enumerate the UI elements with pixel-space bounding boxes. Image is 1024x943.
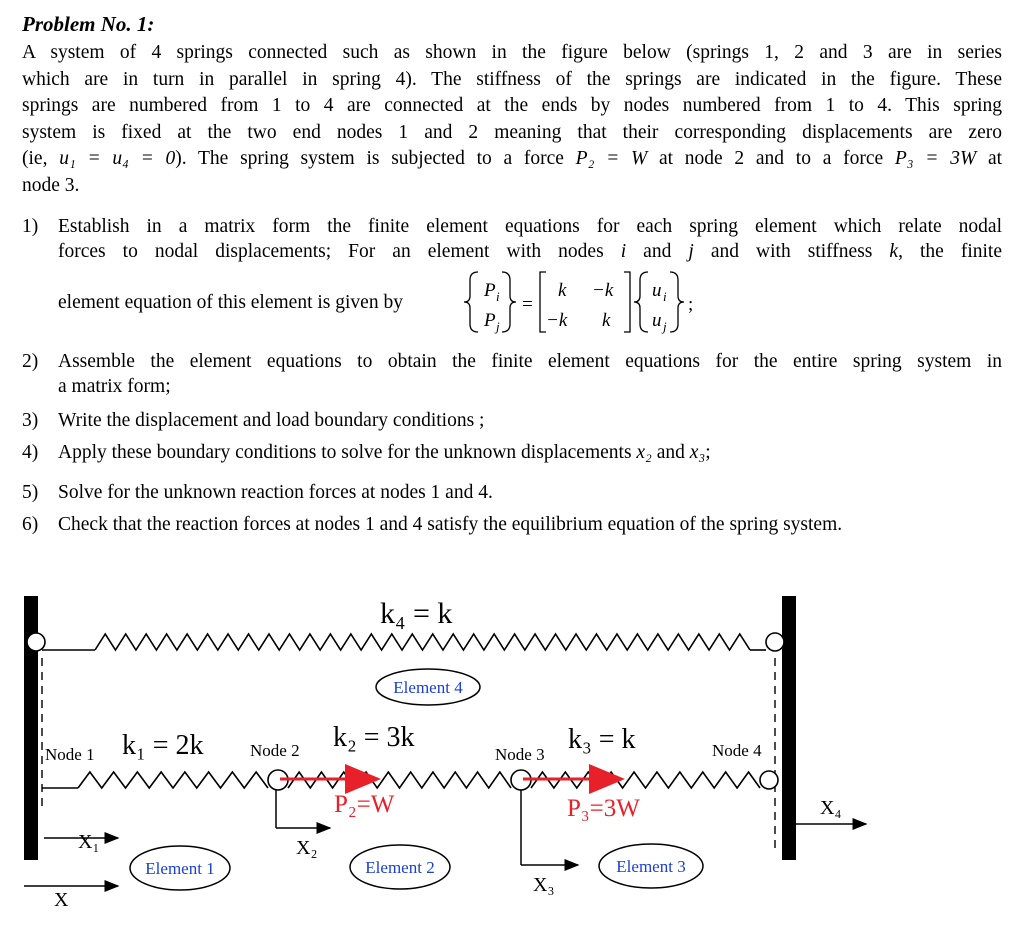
node1-label: Node 1: [45, 745, 95, 764]
text-seg: (ie,: [22, 148, 60, 169]
var-i: i: [620, 241, 627, 262]
right-brace-open: [634, 272, 648, 332]
text-seg: and: [651, 442, 690, 463]
task-text: [58, 440, 711, 465]
lhs-top-sub: i: [496, 289, 500, 304]
var-k: k: [889, 241, 899, 262]
text-seg: ). The spring system is subjected to a force: [175, 148, 576, 169]
task-text: Write the displacement and load boundary conditions ;: [58, 410, 485, 431]
text-seg: at node 2 and to a force: [647, 148, 895, 169]
task-text: Solve for the unknown reaction forces at nodes 1 and 4.: [58, 482, 493, 503]
lhs-top: P: [484, 280, 496, 301]
text-seg: Apply these boundary conditions to solve for the unknown displacements: [58, 442, 637, 463]
task-number: 2): [22, 351, 39, 372]
equation-end: ;: [688, 294, 694, 315]
task-number: 3): [22, 410, 39, 431]
element3-label: Element 3: [616, 857, 686, 876]
matrix-k21: −k: [546, 310, 568, 331]
k2-label: k₂ = 3k: [333, 722, 415, 753]
matrix-k22: k: [602, 310, 611, 331]
task-number: 6): [22, 514, 39, 535]
left-brace: [464, 272, 478, 332]
equation-prefix: element equation of this element is given by: [58, 292, 403, 313]
task-text: Assemble the element equations to obtain the finite element equations for the entire spring system in: [58, 351, 1002, 372]
element2-label: Element 2: [365, 858, 435, 877]
task-text-2: a matrix form;: [58, 376, 171, 397]
k1-label: k₁ = 2k: [122, 730, 204, 761]
lhs-bottom-sub: j: [496, 319, 500, 334]
intro-line: A system of 4 springs connected such as shown in the figure below (springs 1, 2 and 3 are in series: [22, 42, 1002, 63]
element-matrix-equation: [462, 268, 712, 336]
rhs-bottom-sub: j: [663, 319, 667, 334]
var-j: j: [688, 241, 694, 262]
task-text: Establish in a matrix form the finite element equations for each spring element which relate nodal: [58, 216, 1002, 237]
equals-sign: =: [522, 294, 533, 315]
task-number: 5): [22, 482, 39, 503]
spring-system-figure: [0, 580, 1024, 943]
node4-top-pin: [766, 633, 784, 651]
task-number: 4): [22, 442, 39, 463]
task-text-2: [58, 239, 1002, 264]
intro-line-5: [22, 146, 1002, 173]
intro-line: system is fixed at the two end nodes 1 and 2 meaning that their corresponding displacements are zero: [22, 121, 1002, 143]
node4-label: Node 4: [712, 741, 762, 760]
x-global-label: X: [54, 889, 69, 911]
intro-line: springs are numbered from 1 to 4 are connected at the ends by nodes numbered from 1 to 4. This spring: [22, 95, 1002, 116]
intro-line: node 3.: [22, 174, 80, 196]
problem-title: Problem No. 1:: [22, 12, 155, 36]
var-x3: x₃: [689, 442, 706, 463]
var-x2: x₂: [636, 442, 652, 463]
node4-pin: [760, 771, 778, 789]
task-number: 1): [22, 216, 39, 237]
x2-label: X₂: [296, 837, 318, 859]
left-brace-close: [502, 272, 516, 332]
element4-label: Element 4: [393, 678, 463, 697]
lhs-bottom: P: [484, 310, 496, 331]
task-text: Check that the reaction forces at nodes 1 and 4 satisfy the equilibrium equation of the spring system.: [58, 514, 843, 535]
force-p2-label: P₂=W: [334, 791, 395, 818]
node3-label: Node 3: [495, 745, 545, 764]
text-seg: at: [976, 148, 1003, 169]
force-p3-inline: P₃ = 3W: [894, 148, 977, 169]
x1-label: X₁: [78, 831, 100, 853]
node1-top-pin: [27, 633, 45, 651]
spring-4: [95, 634, 750, 650]
text-seg: forces to nodal displacements; For an element with nodes: [58, 241, 621, 262]
element1-label: Element 1: [145, 859, 215, 878]
rhs-top-sub: i: [663, 289, 667, 304]
k3-label: k₃ = k: [568, 724, 636, 755]
intro-line: which are in turn in parallel in spring 4). The stiffness of the springs are indicated in the figure. These: [22, 68, 1002, 90]
x4-label: X₄: [820, 797, 842, 819]
text-seg: , the finite: [898, 241, 1003, 262]
text-seg: and with stiffness: [693, 241, 890, 262]
boundary-condition-inline: u₁ = u₄ = 0: [59, 148, 176, 169]
x3-label: X₃: [533, 874, 555, 896]
rhs-top: u: [652, 280, 662, 301]
text-seg: ;: [705, 442, 711, 463]
force-p2-inline: P₂ = W: [575, 148, 648, 169]
spring-1: [78, 772, 268, 788]
rhs-bottom: u: [652, 310, 662, 331]
right-wall: [782, 596, 796, 860]
right-brace: [670, 272, 684, 332]
matrix-k11: k: [558, 280, 567, 301]
text-seg: and: [626, 241, 689, 262]
matrix-bracket-right: [624, 272, 630, 332]
force-p3-label: P₃=3W: [567, 795, 640, 822]
problem-statement: [22, 40, 1002, 199]
k4-label: k₄ = k: [380, 597, 453, 630]
matrix-k12: −k: [592, 280, 614, 301]
node2-label: Node 2: [250, 741, 300, 760]
